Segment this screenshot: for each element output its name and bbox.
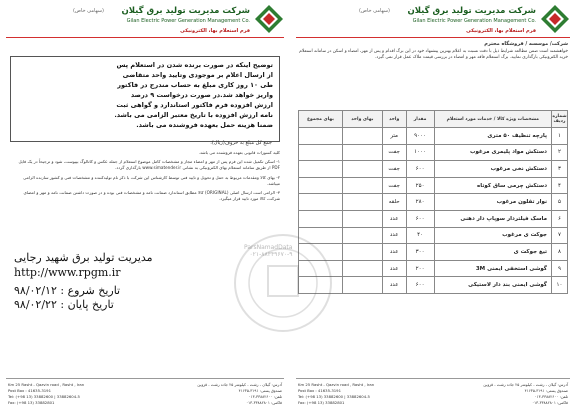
- total-price-cell: [299, 194, 343, 211]
- row-no-cell: ۸: [552, 244, 568, 261]
- row-no-cell: ۵: [552, 194, 568, 211]
- unit-cell: عدد: [382, 244, 406, 261]
- quantity-cell: ۲۵۰: [406, 177, 434, 194]
- company-logo-icon: [254, 4, 284, 34]
- table-row: [299, 177, 568, 194]
- footer-en: [8, 382, 118, 406]
- footer-address-fa: آدرس: گیلان - رشت - کیلومتر ۲۵ جاده رشت - قزوین: [483, 382, 568, 387]
- intro-text: خواهشمند است ضمن مطالعه شرایط ذیل با دقت نسبت به اعلام بهترین پیشنهاد خود در این برگ اقدام و پس از مهر، امضاء و اسکن در سامانه استعلام خرید الکترونیکی بارگذاری نمایید. برگ استعلام فاقد مهر و امضاء در بررسی قیمت ملاک عمل قرار نمی گیرد.: [299, 49, 568, 60]
- description-cell: دستکش مواد پلیمری مرغوب: [434, 144, 551, 161]
- term-item: کلیه کسورات قانونی بعهده فروشنده می باشد.: [198, 150, 280, 155]
- company-name: شرکت مدیریت تولید برق گیلان: [121, 6, 250, 16]
- page-header: [290, 2, 576, 42]
- footer-tel-fa: تلفن: ۳۳۸۸۲۶۰۰-۰۱۳: [248, 394, 282, 399]
- unit-cell: حلقه: [382, 194, 406, 211]
- footer-tel-fa: تلفن: ۳۳۸۸۲۶۰۰-۰۱۳: [534, 394, 568, 399]
- unit-cell: عدد: [382, 227, 406, 244]
- payment-note: توضیح اینکه در صورت برنده شدن در استعلام پس از ارسال اعلام بر موجودی وتایید واحد متقاضی طی ۱۰ روز کاری مبلغ به حساب مندرج در فاکتور واریز خواهد شد.در صورت درخواست ۹ درصد ارزش افزوده فرم فاکتور استاندارد و گواهی ثبت نامه ارزش افزوده با تاریخ معتبر الزامی می باشد. ضمنا هزینه حمل بعهده فروشنده می باشد.: [114, 61, 273, 129]
- table-row: [299, 128, 568, 145]
- signature-url[interactable]: http://www.rpgm.ir: [14, 266, 121, 279]
- total-price-cell: [299, 144, 343, 161]
- footer-fax-fa: فاکس: ۳۳۸۸۲۸۰۱-۰۱۳: [532, 400, 568, 405]
- table-row: [299, 194, 568, 211]
- term-item: ۲- بهای کالا ومقدمات مربوط به حمل و تحویل و تایید فنی توسط کارشناس این شرکت با ذکر نام تولیدکننده و مشخصات فنی و کشور سازنده الزامی میباشد.: [23, 174, 280, 186]
- company-name-en: Gilan Electric Power Generation Management Co.: [126, 18, 250, 24]
- company-name-en: Gilan Electric Power Generation Management Co.: [412, 18, 536, 24]
- description-cell: دستکش نخی مرغوب: [434, 161, 551, 178]
- description-cell: ماسک فیلتردار سوپاپ دار دهنی: [434, 210, 551, 227]
- unit-price-cell: [342, 144, 382, 161]
- unit-price-cell: [342, 210, 382, 227]
- end-date: تاریخ پایان : ۹۸/۰۲/۲۲: [14, 298, 114, 311]
- col-description: مشخصات ویژه کالا / خدمات مورد استعلام: [434, 111, 551, 128]
- company-type: (سهامی خاص): [358, 8, 390, 14]
- quantity-cell: ۳۰۰: [406, 244, 434, 261]
- footer-tel-en: Tel: (+98 13) 33882600 | 33882604-5: [8, 394, 80, 399]
- total-price-cell: [299, 210, 343, 227]
- description-cell: پارچه تنظیف ۵۰ متری: [434, 128, 551, 145]
- table-row: [299, 161, 568, 178]
- row-no-cell: ۳: [552, 161, 568, 178]
- description-cell: تیغ جوکت ی: [434, 244, 551, 261]
- header-divider: [6, 37, 284, 38]
- page-footer-2: [6, 378, 284, 416]
- row-no-cell: ۶: [552, 210, 568, 227]
- total-price-cell: [299, 161, 343, 178]
- start-date: تاریخ شروع : ۹۸/۰۲/۱۲: [14, 284, 121, 297]
- quantity-cell: ۹۰۰۰: [406, 128, 434, 145]
- watermark-brand: ParsNamadData: [244, 244, 293, 251]
- terms-list: [10, 150, 280, 205]
- row-no-cell: ۱۰: [552, 277, 568, 294]
- footer-fa: [132, 382, 282, 406]
- col-total-price: بهای مجموع: [299, 111, 343, 128]
- unit-price-cell: [342, 260, 382, 277]
- unit-price-cell: [342, 128, 382, 145]
- unit-cell: عدد: [382, 260, 406, 277]
- form-title: فرم استعلام بها، الکترونیکی: [180, 28, 250, 34]
- signature-block: [14, 250, 164, 312]
- description-cell: دستکش چرمی ساق کوتاه: [434, 177, 551, 194]
- footer-fax-fa: فاکس: ۳۳۸۸۲۸۰۱-۰۱۳: [246, 400, 282, 405]
- watermark-phone: ۰۲۱-۸۸۳۴۹۶۷۰-۹: [249, 251, 293, 258]
- inquiry-page-1: [290, 0, 576, 419]
- footer-postbox-fa: صندوق پستی: ۳۱۹۱-۴۱۶۳۵: [524, 388, 568, 393]
- table-row: [299, 210, 568, 227]
- unit-price-cell: [342, 177, 382, 194]
- unit-cell: عدد: [382, 277, 406, 294]
- description-cell: گوشی استخفی ایمنی 3M: [434, 260, 551, 277]
- form-title: فرم استعلام بها، الکترونیکی: [466, 28, 536, 34]
- row-no-cell: ۹: [552, 260, 568, 277]
- row-no-cell: ۴: [552, 177, 568, 194]
- quantity-cell: ۶۰۰: [406, 161, 434, 178]
- col-unit: واحد: [382, 111, 406, 128]
- footer-tel-en: Tel: (+98 13) 33882600 | 33882604-5: [298, 394, 370, 399]
- term-item: ۳- الزامی است ارسال اصلی (ORIGINAL) کالا مطابق استاندارد ضمانت نامه و مشخصات فنی بوده و در صورت داشتن ضمانت نامه و مهر و امضای شرکت، کالا مورد تایید قرار میگیرد.: [23, 190, 280, 202]
- footer-postbox-en: Post Box : 41635-3191: [8, 388, 52, 393]
- term-item: ۱- اسکن تکمیل شده این فرم پس از مهر و امضاء مجاز و مشخصات کامل موضوع استعلام از جمله عکس و کاتالوگ بپیوست، شود و ترجیحاً در یک فایل PDF از طریق سامانه استعلام بهای الکترونیکی به نشانی www.simatender.ir بارگذاری گردد.: [18, 159, 280, 171]
- footer-fax-en: Fax: (+98 13) 33882801: [8, 400, 55, 405]
- page-footer: [296, 378, 570, 416]
- signature-title: مدیریت تولید برق شهید رجایی: [14, 251, 153, 264]
- quantity-cell: ۶۰۰: [406, 277, 434, 294]
- company-name: شرکت مدیریت تولید برق گیلان: [407, 6, 536, 16]
- footer-en: [298, 382, 408, 406]
- table-header-row: [299, 111, 568, 128]
- footer-address-en: Km 25 Rasht - Qazvin road , Rasht , Iran: [8, 382, 85, 387]
- quantity-cell: ۱۰۰۰: [406, 144, 434, 161]
- col-quantity: مقدار: [406, 111, 434, 128]
- company-type: (سهامی خاص): [72, 8, 104, 14]
- unit-cell: جفت: [382, 177, 406, 194]
- unit-price-cell: [342, 161, 382, 178]
- quantity-cell: ۲۸۰: [406, 194, 434, 211]
- unit-cell: عدد: [382, 210, 406, 227]
- unit-cell: جفت: [382, 144, 406, 161]
- row-no-cell: ۷: [552, 227, 568, 244]
- unit-price-cell: [342, 244, 382, 261]
- unit-price-cell: [342, 277, 382, 294]
- quantity-cell: ۴۰: [406, 227, 434, 244]
- footer-fax-en: Fax: (+98 13) 33882801: [298, 400, 345, 405]
- col-row-no: شماره ردیف: [552, 111, 568, 128]
- footer-postbox-fa: صندوق پستی: ۳۱۹۱-۴۱۶۳۵: [238, 388, 282, 393]
- row-no-cell: ۱: [552, 128, 568, 145]
- footer-fa: [418, 382, 568, 406]
- row-no-cell: ۲: [552, 144, 568, 161]
- page-header-2: [0, 2, 290, 42]
- description-cell: نوار تفلون مرغوب: [434, 194, 551, 211]
- description-cell: جوکت ی مرغوب: [434, 227, 551, 244]
- footer-address-en: Km 25 Rasht - Qazvin road , Rasht , Iran: [298, 382, 375, 387]
- description-cell: گوشی ایمنی بند دار لاستیکی: [434, 277, 551, 294]
- watermark-text: [244, 244, 292, 258]
- unit-cell: جفت: [382, 161, 406, 178]
- header-divider: [296, 37, 570, 38]
- quantity-cell: ۲۰۰: [406, 260, 434, 277]
- unit-cell: متر: [382, 128, 406, 145]
- notes-box: [10, 56, 280, 142]
- footer-postbox-en: Post Box : 41635-3191: [298, 388, 342, 393]
- total-price-cell: [299, 128, 343, 145]
- unit-price-cell: [342, 194, 382, 211]
- unit-price-cell: [342, 227, 382, 244]
- col-unit-price: بهای واحد: [342, 111, 382, 128]
- table-row: [299, 144, 568, 161]
- quantity-cell: ۶۰۰: [406, 210, 434, 227]
- company-logo-icon: [540, 4, 570, 34]
- total-in-words-label: جمع کل مبلغ به حروف(ریال):: [210, 140, 272, 146]
- recipient-line: شرکت/ موسسه / فروشگاه محترم: [484, 41, 568, 47]
- footer-address-fa: آدرس: گیلان - رشت - کیلومتر ۲۵ جاده رشت - قزوین: [197, 382, 282, 387]
- total-price-cell: [299, 177, 343, 194]
